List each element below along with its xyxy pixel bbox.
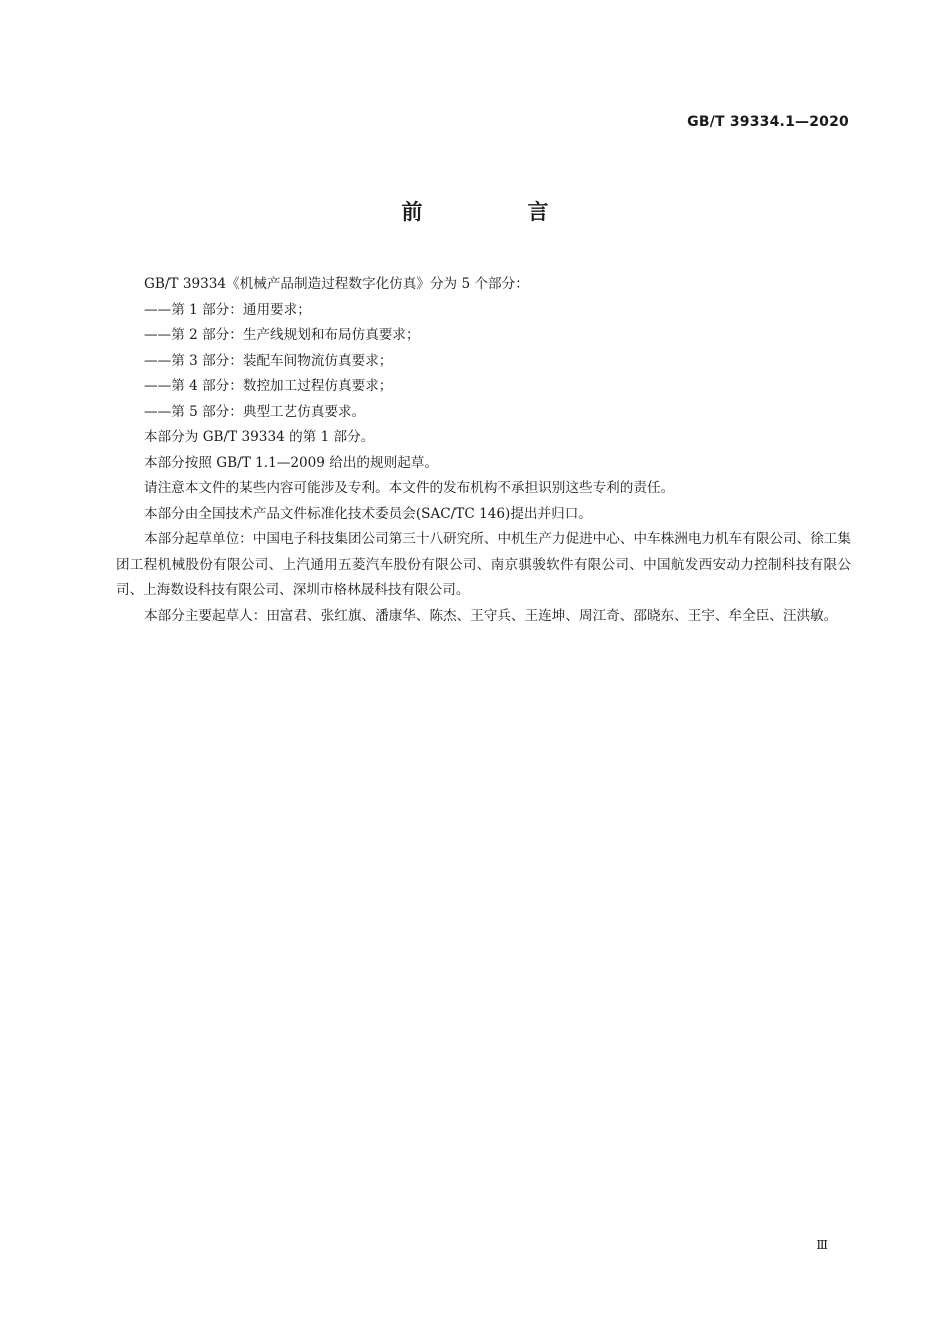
page-number: Ⅲ: [816, 1238, 828, 1252]
page-title: 前 言: [401, 200, 591, 224]
list-item-part-1: ——第 1 部分：通用要求；: [144, 301, 311, 318]
list-item-part-2: ——第 2 部分：生产线规划和布局仿真要求；: [144, 327, 420, 343]
list-item-part-3: ——第 3 部分：装配车间物流仿真要求；: [144, 352, 393, 369]
paragraph-drafting-units: 本部分起草单位：中国电子科技集团公司第三十八研究所、中机生产力促进中心、中车株洲电力机车有限公司、徐工集团工程机械股份有限公司、上汽通用五菱汽车股份有限公司、南京骐骏软件有限公司、中国航发西安动力控制科技有限公司、上海数设科技有限公司、深圳市格林晟科技有限公司。: [116, 531, 851, 598]
paragraph-proposed-by: 本部分由全国技术产品文件标准化技术委员会(SAC/TC 146)提出并归口。: [144, 505, 592, 522]
paragraph-parts-intro: GB/T 39334《机械产品制造过程数字化仿真》分为 5 个部分：: [144, 276, 529, 292]
paragraph-drafting-rules: 本部分按照 GB/T 1.1—2009 给出的规则起草。: [144, 454, 438, 471]
foreword-body: [116, 272, 851, 629]
paragraph-patent-notice: 请注意本文件的某些内容可能涉及专利。本文件的发布机构不承担识别这些专利的责任。: [144, 480, 675, 496]
list-item-part-4: ——第 4 部分：数控加工过程仿真要求；: [144, 378, 393, 394]
paragraph-this-part: 本部分为 GB/T 39334 的第 1 部分。: [144, 429, 375, 445]
paragraph-drafters: 本部分主要起草人：田富君、张红旗、潘康华、陈杰、王守兵、王连坤、周江奇、邵晓东、王宇、牟全臣、汪洪敏。: [144, 607, 838, 624]
list-item-part-5: ——第 5 部分：典型工艺仿真要求。: [144, 403, 366, 420]
standard-number: GB/T 39334.1—2020: [687, 114, 849, 130]
